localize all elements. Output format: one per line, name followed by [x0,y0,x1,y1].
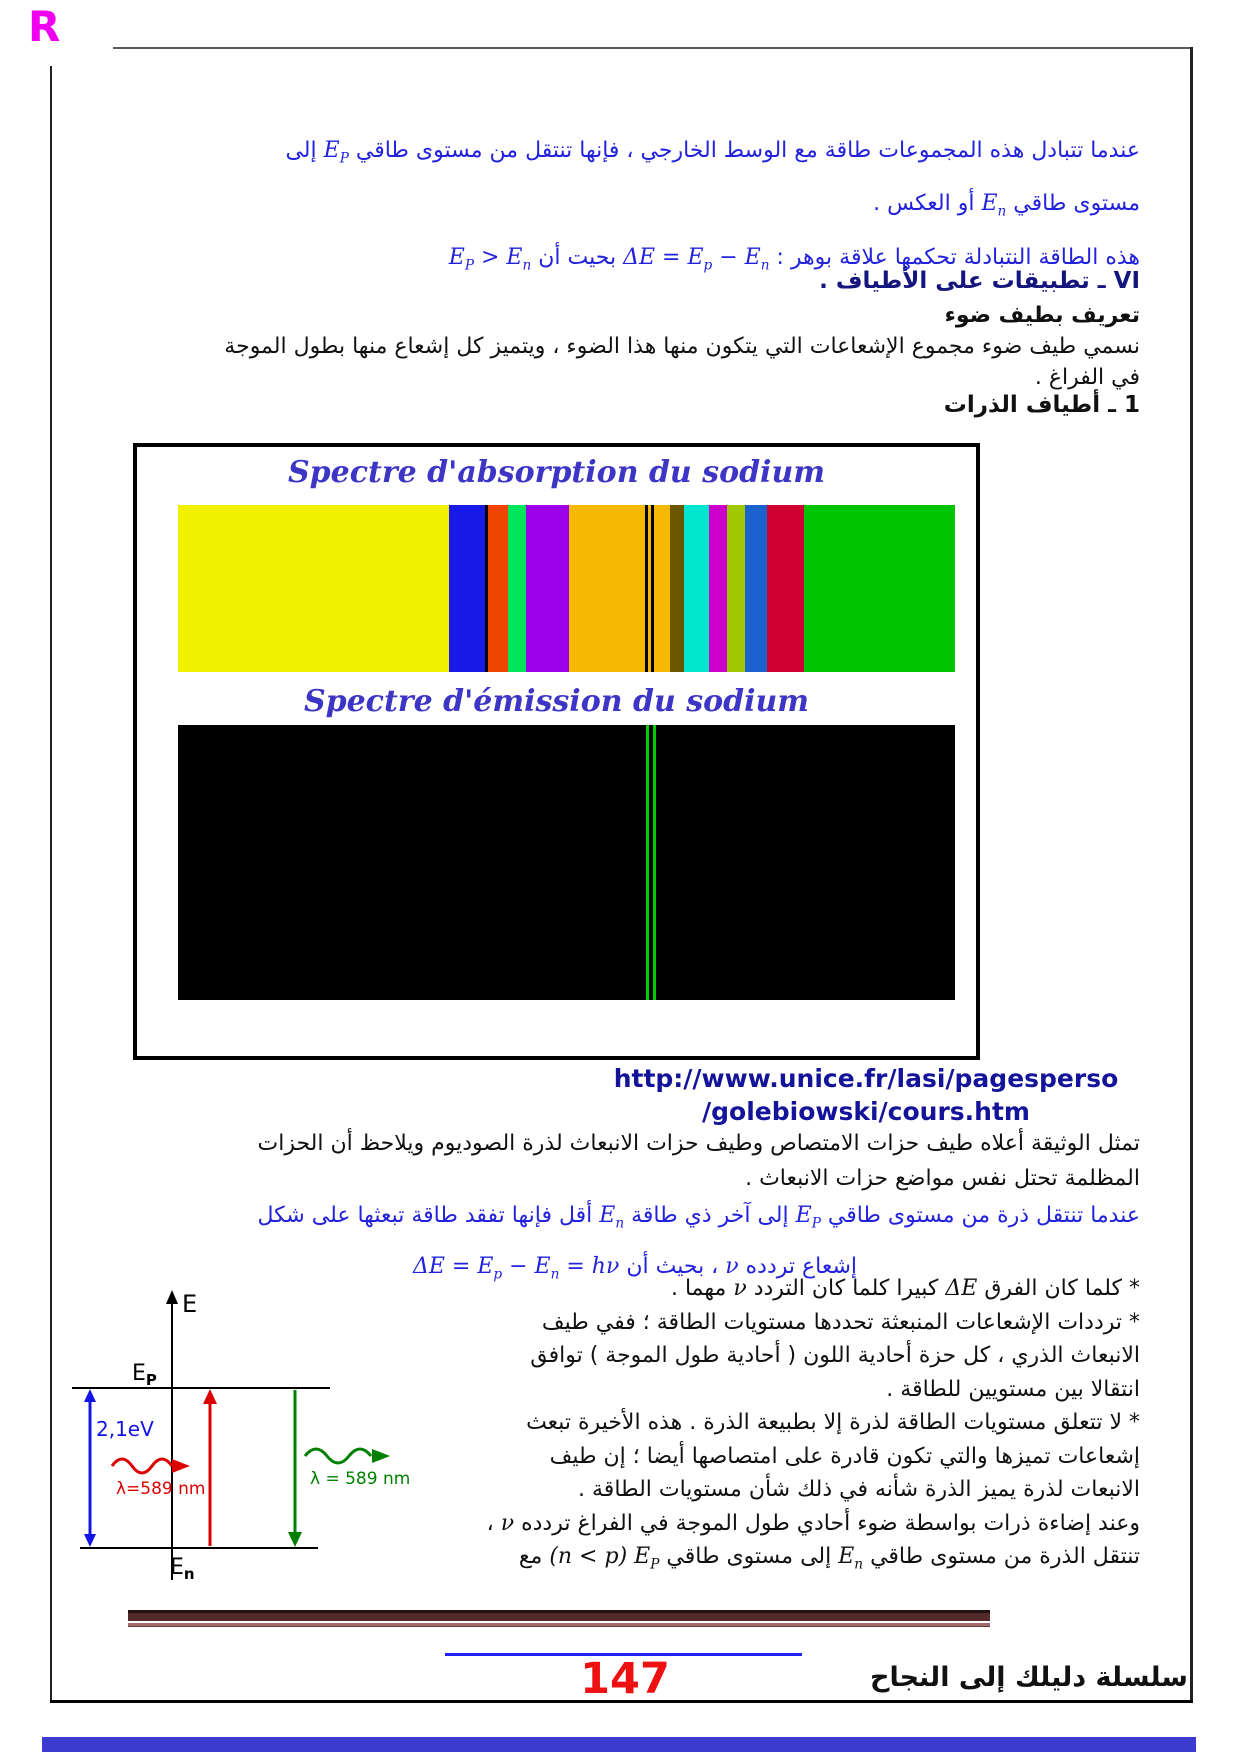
nu-symbol: ν [725,1254,739,1280]
source-url [586,1062,1146,1128]
emission-band [178,725,955,1000]
spectrum-band-spring-green [508,505,526,672]
notes-list [340,1272,1140,1582]
absorption-band [178,505,955,672]
note-4-line-1 [340,1507,1140,1541]
intro-l1-end: إلى [285,138,317,163]
section-vi-heading: VI ـ تطبيقات على الأطياف . [819,268,1140,294]
note-4-a: وعند إضاءة ذرات بواسطة ضوء أحادي طول الموجة في الفراغ تردده [521,1510,1140,1536]
spectrum-band-yellow [178,505,449,672]
definition-line-1: نسمي طيف ضوء مجموع الإشعاعات التي يتكون منها هذا الضوء ، ويتميز كل إشعاع منها بطول الموجة [224,334,1140,359]
definition-title: تعريف بطيف ضوء [944,303,1140,328]
section-1-heading: 1 ـ أطياف الذرات [943,392,1140,418]
top-rule [113,47,1191,49]
red-photon-wave-icon [112,1459,172,1473]
formula-Ep: $E_P$ [323,138,349,167]
formula-En: $E_n$ [599,1203,625,1232]
note-4-d: إلى مستوى طاقي [666,1544,832,1569]
spectrum-band-gold-2 [654,505,670,672]
intro-l2-end: أو العكس . [873,191,975,217]
spectrum-band-blue [449,505,485,672]
formula-Ep: $E_P$ [634,1544,660,1573]
note-1-c: مهما . [670,1276,727,1301]
note-4-b: ، [486,1510,494,1536]
note-1 [340,1272,1140,1306]
spectrum-band-orange-red [488,505,508,672]
green-wave-arrowhead-icon [372,1449,390,1463]
energy-level-diagram [60,1288,410,1593]
right-border-line [1190,47,1193,1703]
brand-logo: R [28,2,61,51]
note-1-b: كبيرا كلما كان التردد [753,1276,939,1301]
formula-En: $E_n$ [838,1544,864,1573]
deltaE-symbol: ΔE [945,1276,978,1301]
intro-line-2 [130,181,1140,234]
page-number: 147 [580,1654,670,1704]
analysis-line-1: تمثل الوثيقة أعلاه طيف حزات الامتصاص وطيف حزات الانبعاث لذرة الصوديوم ويلاحظ أن الحزات [257,1131,1140,1156]
green-photon-wave-icon [305,1449,371,1463]
definition-block [130,300,1140,393]
formula-bohr: $\Delta E = E_p - E_n$ [623,244,770,274]
red-wave-arrowhead-icon [172,1459,190,1473]
intro-l2-text: مستوى طاقي [1013,191,1140,217]
spectrum-band-crimson [767,505,804,672]
spectrum-band-violet [526,505,569,672]
sodium-spectra-figure [133,443,980,1060]
blue-l2-b: ، بحيث أن [626,1254,719,1280]
emission-explanation-line-1 [130,1194,1140,1245]
source-url-line-1: http://www.unice.fr/lasi/pagesperso [613,1064,1119,1093]
spectrum-band-royal-blue [745,505,767,672]
note-3-line-2: إشعاعات تميزها والتي تكون قادرة على امتصاصها أيضا ؛ إن طيف [549,1443,1140,1469]
energy-gap-label: 2,1eV [96,1417,154,1441]
note-4-e: مع [518,1544,543,1569]
blue-l1-b: إلى آخر ذي طاقة [631,1203,789,1228]
such-that-text: بحيت أن [538,244,617,270]
bohr-relation-text: هذه الطاقة النتبادلة تحكمها علاقة بوهر : [776,244,1140,270]
lower-level-label: $E_n$ [170,1555,195,1583]
axis-label: E [182,1290,198,1318]
note-4-line-2 [340,1540,1140,1582]
divider-line-thin [128,1626,990,1627]
formula-n-lt-p: (n < p) [549,1544,628,1569]
absorption-arrowhead-icon [203,1389,217,1404]
formula-planck: $\Delta E = E_p - E_n = h\nu$ [412,1254,620,1283]
emission-line [646,725,649,1000]
left-border-line [50,66,52,1702]
blue-l1-a: عندما تنتقل ذرة من مستوى طاقي [827,1203,1140,1228]
spectrum-band-yellow-green [727,505,745,672]
blue-l2-a: إشعاع تردده [745,1254,858,1280]
absorption-spectrum-title: Spectre d'absorption du sodium [287,455,826,490]
note-2-line-2: الانبعاث الذري ، كل حزة أحادية اللون ( أحادية طول الموجة ) توافق [530,1343,1140,1368]
nu-symbol: ν [733,1276,747,1301]
spectrum-band-turquoise [684,505,709,672]
note-2-line-3: انتقالا بين مستويين للطاقة . [886,1376,1140,1402]
gap-arrowhead-up-icon [84,1389,96,1402]
divider-bar [128,1613,990,1621]
series-title: سلسلة دليلك إلى النجاح [869,1662,1188,1693]
intro-line-1 [130,128,1140,181]
emission-arrowhead-icon [288,1532,302,1547]
source-url-line-2: /golebiowski/cours.htm [702,1097,1030,1126]
maroon-divider [128,1610,990,1627]
definition-line-2: في الفراغ . [1034,365,1140,390]
emission-line [653,725,656,1000]
note-4-c: تنتقل الذرة من مستوى طاقي [870,1544,1140,1569]
green-wavelength-label: λ = 589 nm [310,1469,410,1489]
analysis-paragraph [130,1126,1140,1196]
spectrum-band-magenta [709,505,727,672]
nu-symbol: ν [500,1510,515,1536]
formula-En: $E_n$ [981,191,1007,220]
gap-arrowhead-down-icon [84,1534,96,1547]
formula-Ep: $E_P$ [795,1203,821,1232]
bottom-blue-bar [42,1737,1196,1752]
intro-l1-text: عندما تتبادل هذه المجموعات طاقة مع الوسط الخارجي ، فإنها تنتقل من مستوى طاقي [355,138,1140,163]
spectrum-band-gold [569,505,645,672]
note-3-line-1: * لا تتعلق مستويات الطاقة لذرة إلا بطبيعة الذرة . هذه الأخيرة تبعث [526,1410,1140,1435]
upper-level-label: $E_P$ [132,1361,157,1389]
spectrum-band-dark-olive [670,505,685,672]
red-wavelength-label: λ=589 nm [116,1479,206,1499]
spectrum-band-green [804,505,955,672]
formula-ep-gt-en: $E_P > E_n$ [448,244,532,274]
note-3-line-3: الانبعات لذرة يميز الذرة شأنه في ذلك شأن مستويات الطاقة . [578,1477,1140,1502]
intro-paragraph [130,128,1140,288]
energy-diagram-svg [60,1288,410,1593]
axis-arrowhead-icon [166,1290,178,1304]
blue-l1-c: أقل فإنها تفقد طاقة تبعثها على شكل [257,1203,593,1228]
analysis-line-2: المظلمة تحتل نفس مواضع حزات الانبعاث . [745,1166,1140,1191]
note-2-line-1: * ترددات الإشعاعات المنبعثة تحددها مستويات الطاقة ؛ ففي طيف [541,1309,1140,1335]
emission-spectrum-title: Spectre d'émission du sodium [303,684,810,719]
note-1-a: * كلما كان الفرق [984,1276,1140,1301]
